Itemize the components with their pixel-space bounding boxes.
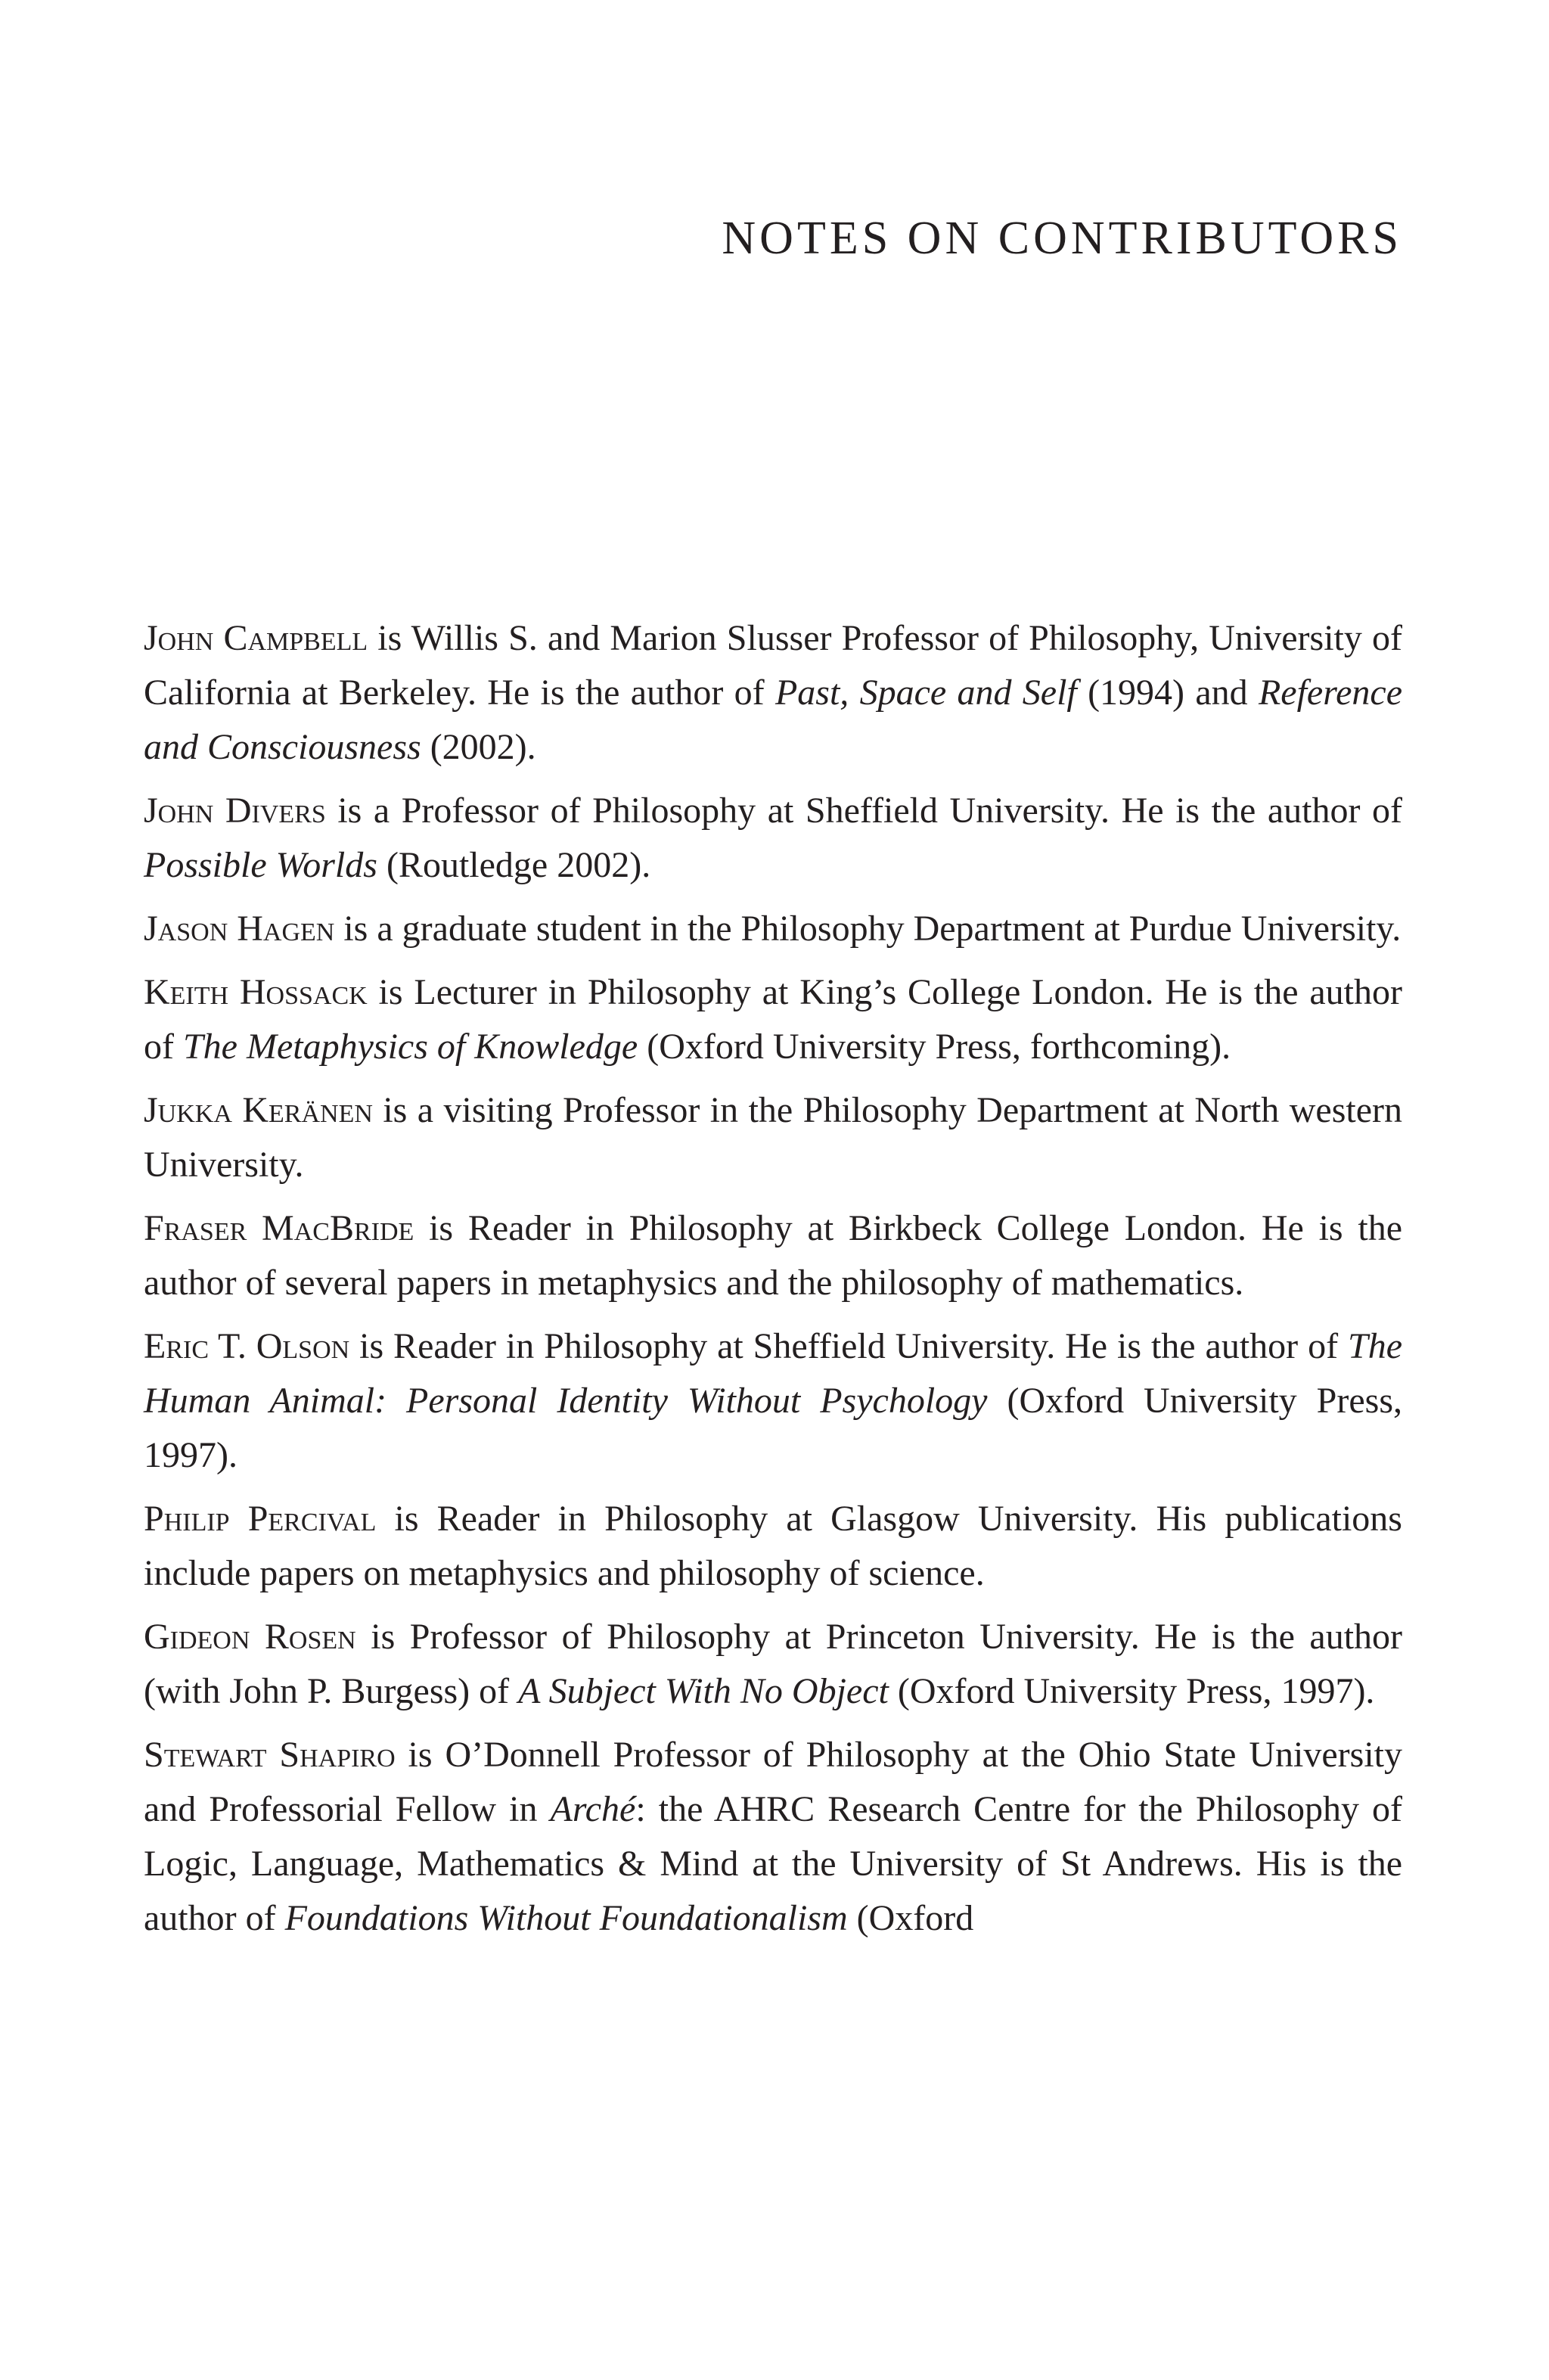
entry-text: is Reader in Philosophy at Sheffield University. He is the author of bbox=[349, 1326, 1348, 1366]
book-title: Foundations Without Foundationalism bbox=[284, 1898, 848, 1938]
contributor-name: John Divers bbox=[144, 791, 326, 831]
contributor-entry bbox=[144, 1201, 1402, 1310]
entry-text: : the AHRC Research Centre for the Philosophy of Logic, Language, Mathematics & Mind at the University of St Andrews. His is the author of bbox=[144, 1789, 1403, 1938]
entry-text: is Reader in Philosophy at Birkbeck College London. He is the author of several papers in metaphysics and the philosophy of mathematics. bbox=[144, 1208, 1403, 1303]
contributor-entry bbox=[144, 1319, 1402, 1483]
contributor-name: Gideon Rosen bbox=[144, 1617, 356, 1657]
entry-text: is a visiting Professor in the Philosophy Department at North western University. bbox=[144, 1090, 1402, 1185]
entry-text: is Lecturer in Philosophy at King’s College London. He is the author of bbox=[144, 972, 1402, 1067]
contributor-entry bbox=[144, 902, 1402, 956]
entry-text: (Routledge 2002). bbox=[377, 845, 651, 885]
entry-text: is Willis S. and Marion Slusser Professor of Philosophy, University of California at Berkeley. He is the author of bbox=[144, 618, 1402, 713]
book-title: Reference and Consciousness bbox=[144, 673, 1403, 767]
contributor-name: Eric T. Olson bbox=[144, 1326, 350, 1366]
entry-text: (Oxford bbox=[847, 1898, 974, 1938]
contributor-entry bbox=[144, 1610, 1402, 1719]
contributor-name: John Campbell bbox=[144, 618, 368, 658]
entry-text: is O’Donnell Professor of Philosophy at the Ohio State University and Professorial Fellow in bbox=[144, 1735, 1403, 1829]
contributor-entry bbox=[144, 965, 1402, 1074]
contributor-name: Jason Hagen bbox=[144, 909, 335, 949]
entry-text: (Oxford University Press, forthcoming). bbox=[638, 1027, 1231, 1067]
contributor-entry bbox=[144, 1728, 1402, 1946]
contributor-name: Fraser MacBride bbox=[144, 1208, 414, 1248]
contributor-name: Philip Percival bbox=[144, 1499, 377, 1539]
entry-text: (1994) and bbox=[1076, 673, 1259, 713]
contributor-list bbox=[144, 611, 1402, 1955]
contributor-name: Jukka Keränen bbox=[144, 1090, 373, 1130]
centre-name: Arché bbox=[550, 1789, 636, 1829]
contributor-entry bbox=[144, 1083, 1402, 1192]
contributor-name: Keith Hossack bbox=[144, 972, 368, 1012]
contributor-entry bbox=[144, 784, 1402, 893]
entry-text: (Oxford University Press, 1997). bbox=[144, 1381, 1402, 1475]
entry-text: is Reader in Philosophy at Glasgow University. His publications include papers on metaphysics and philosophy of science. bbox=[144, 1499, 1402, 1593]
page-title: NOTES ON CONTRIBUTORS bbox=[722, 213, 1402, 264]
entry-text: is Professor of Philosophy at Princeton University. He is the author (with John P. Burgess) of bbox=[144, 1617, 1403, 1711]
entry-text: (2002). bbox=[421, 727, 536, 767]
entry-text: (Oxford University Press, 1997). bbox=[888, 1671, 1375, 1711]
book-title: Possible Worlds bbox=[144, 845, 377, 885]
book-title: Past, Space and Self bbox=[774, 673, 1077, 713]
entry-text: is a graduate student in the Philosophy Department at Purdue University. bbox=[334, 909, 1402, 949]
contributor-name: Stewart Shapiro bbox=[144, 1735, 396, 1775]
contributor-entry bbox=[144, 611, 1402, 775]
book-title: A Subject With No Object bbox=[518, 1671, 889, 1711]
entry-text: is a Professor of Philosophy at Sheffield University. He is the author of bbox=[325, 791, 1402, 831]
book-title: The Human Animal: Personal Identity Without Psychology bbox=[144, 1326, 1402, 1421]
book-title: The Metaphysics of Knowledge bbox=[182, 1027, 638, 1067]
contributor-entry bbox=[144, 1492, 1402, 1601]
